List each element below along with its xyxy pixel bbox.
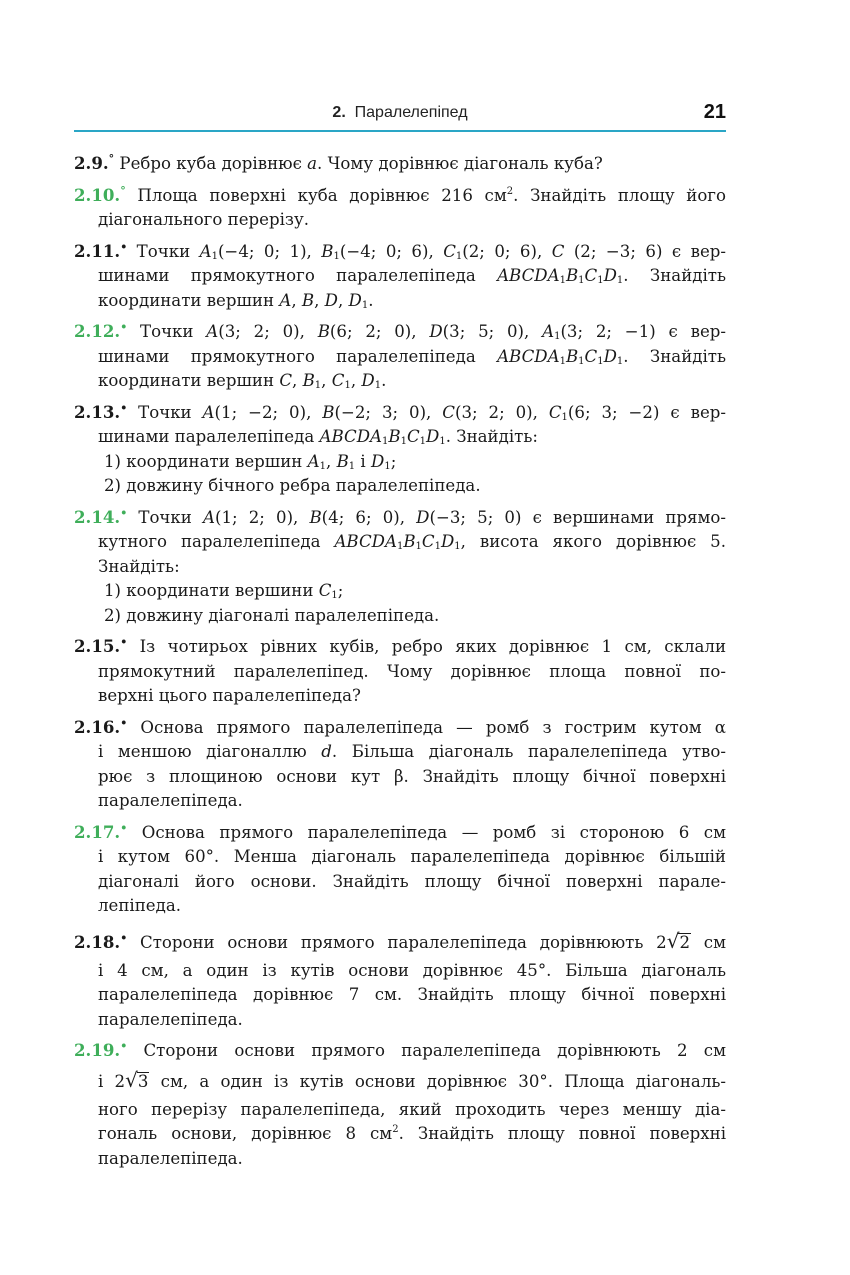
problem-number: 2.10. [74, 184, 121, 205]
problem-number: 2.17. [74, 821, 121, 842]
running-head [74, 104, 726, 122]
problem-2-16: 2.16.• Основа прямого паралелепіпеда — ромб з гострим кутом α і меншою діагоналлю d. Більша діагональ паралелепіпеда утво- рює з площиною основи кут β. Знайдіть площу бічної поверхні паралелепіпеда. [74, 715, 726, 810]
problem-number: 2.12. [74, 321, 121, 341]
problem-number: 2.15. [74, 636, 121, 656]
problem-number: 2.13. [74, 401, 121, 422]
difficulty-marker: • [120, 820, 128, 834]
problem-2-14: 2.14.• Точки A(1; 2; 0), B(4; 6; 0), D(−3; 5; 0) є вершинами прямо- кутного паралелепіпеда $ABCDA_1B_1C_1D_1$, висота якого дорівнює 5. Знайдіть: 1) координати вершини $C_1$; 2) довжину діагоналі паралелепіпеда. [74, 505, 727, 625]
problem-2-12: 2.12.• Точки A(3; 2; 0), B(6; 2; 0), D(3; 5; 0), $A_1(3$; 2; −1) є вер- шинами прямокутного паралелепіпеда $ABCDA_1B_1C_1D_1$. Знайдіть координати вершин C, $B_1$, $C_1$, $D_1$. [74, 320, 726, 391]
problem-number: 2.9. [74, 153, 109, 173]
chapter-number: 2. [332, 104, 346, 121]
difficulty-marker: • [120, 930, 128, 944]
difficulty-marker: • [120, 635, 128, 649]
difficulty-marker: • [120, 1039, 128, 1053]
page-header [74, 100, 726, 132]
problem-2-11: 2.11.• Точки $A_1(-4$; 0; 1), $B_1(-4$; 0; 6), $C_1(2$; 0; 6), C (2; −3; 6) є вер- шинами прямокутного паралелепіпеда $ABCDA_1B_1C_1D_1$. Знайдіть координати вершин A, B, D, $D_1$. [74, 239, 727, 311]
page-number: 21 [703, 101, 726, 123]
problem-2-19: 2.19.• Сторони основи прямого паралелепіпеда дорівнюють 2 см і 2√3 см, а один із кутів основи дорівнює 30°. Площа діагональ- ного перерізу паралелепіпеда, який проходить через меншу діа- гональ основи, дорівнює 8 $см^2$. Знайдіть площу повної поверхні паралелепіпеда. [74, 1039, 727, 1168]
problem-2-17: 2.17.• Основа прямого паралелепіпеда — ромб зі стороною 6 см і кутом 60°. Менша діагональ паралелепіпеда дорівнює більшій діагоналі його основи. Знайдіть площу бічної поверхні парале- лепіпеда. [74, 820, 726, 915]
problem-2-18: 2.18.• Сторони основи прямого паралелепіпеда дорівнюють 2√2 см і 4 см, а один із кутів основи дорівнює 45°. Більша діагональ паралелепіпеда дорівнює 7 см. Знайдіть площу бічної поверхні паралелепіпеда. [74, 928, 726, 1029]
problem-list [74, 151, 726, 1177]
difficulty-marker: ° [120, 183, 126, 197]
chapter-title: Паралелепіпед [354, 104, 468, 121]
difficulty-marker: • [120, 505, 128, 519]
problem-2-9: 2.9.° Ребро куба дорівнює a. Чому дорівнює діагональ куба? [74, 152, 603, 173]
problem-number: 2.18. [74, 931, 121, 952]
problem-2-15: 2.15.• Із чотирьох рівних кубів, ребро яких дорівнює 1 см, склали прямокутний паралелепіпед. Чому дорівнює площа повної по- верхні цього паралелепіпеда? [74, 635, 726, 705]
difficulty-marker: ° [108, 152, 115, 166]
difficulty-marker: • [120, 400, 128, 414]
problem-2-10: 2.10.° Площа поверхні куба дорівнює 216 $см^2$. Знайдіть площу його діагонального перерізу. [74, 183, 726, 229]
problem-number: 2.16. [74, 716, 121, 737]
problem-number: 2.19. [74, 1040, 121, 1060]
problem-2-13: 2.13.• Точки A(1; −2; 0), B(−2; 3; 0), C(3; 2; 0), $C_1(6$; 3; −2) є вер- шинами паралелепіпеда $ABCDA_1B_1C_1D_1$. Знайдіть: 1) координати вершин $A_1$, $B_1$ і $D_1$; 2) довжину бічного ребра паралелепіпеда. [74, 400, 726, 495]
difficulty-marker: • [120, 320, 128, 334]
difficulty-marker: • [120, 715, 128, 729]
difficulty-marker: • [120, 239, 128, 253]
problem-number: 2.14. [74, 506, 121, 527]
problem-number: 2.11. [74, 240, 121, 261]
